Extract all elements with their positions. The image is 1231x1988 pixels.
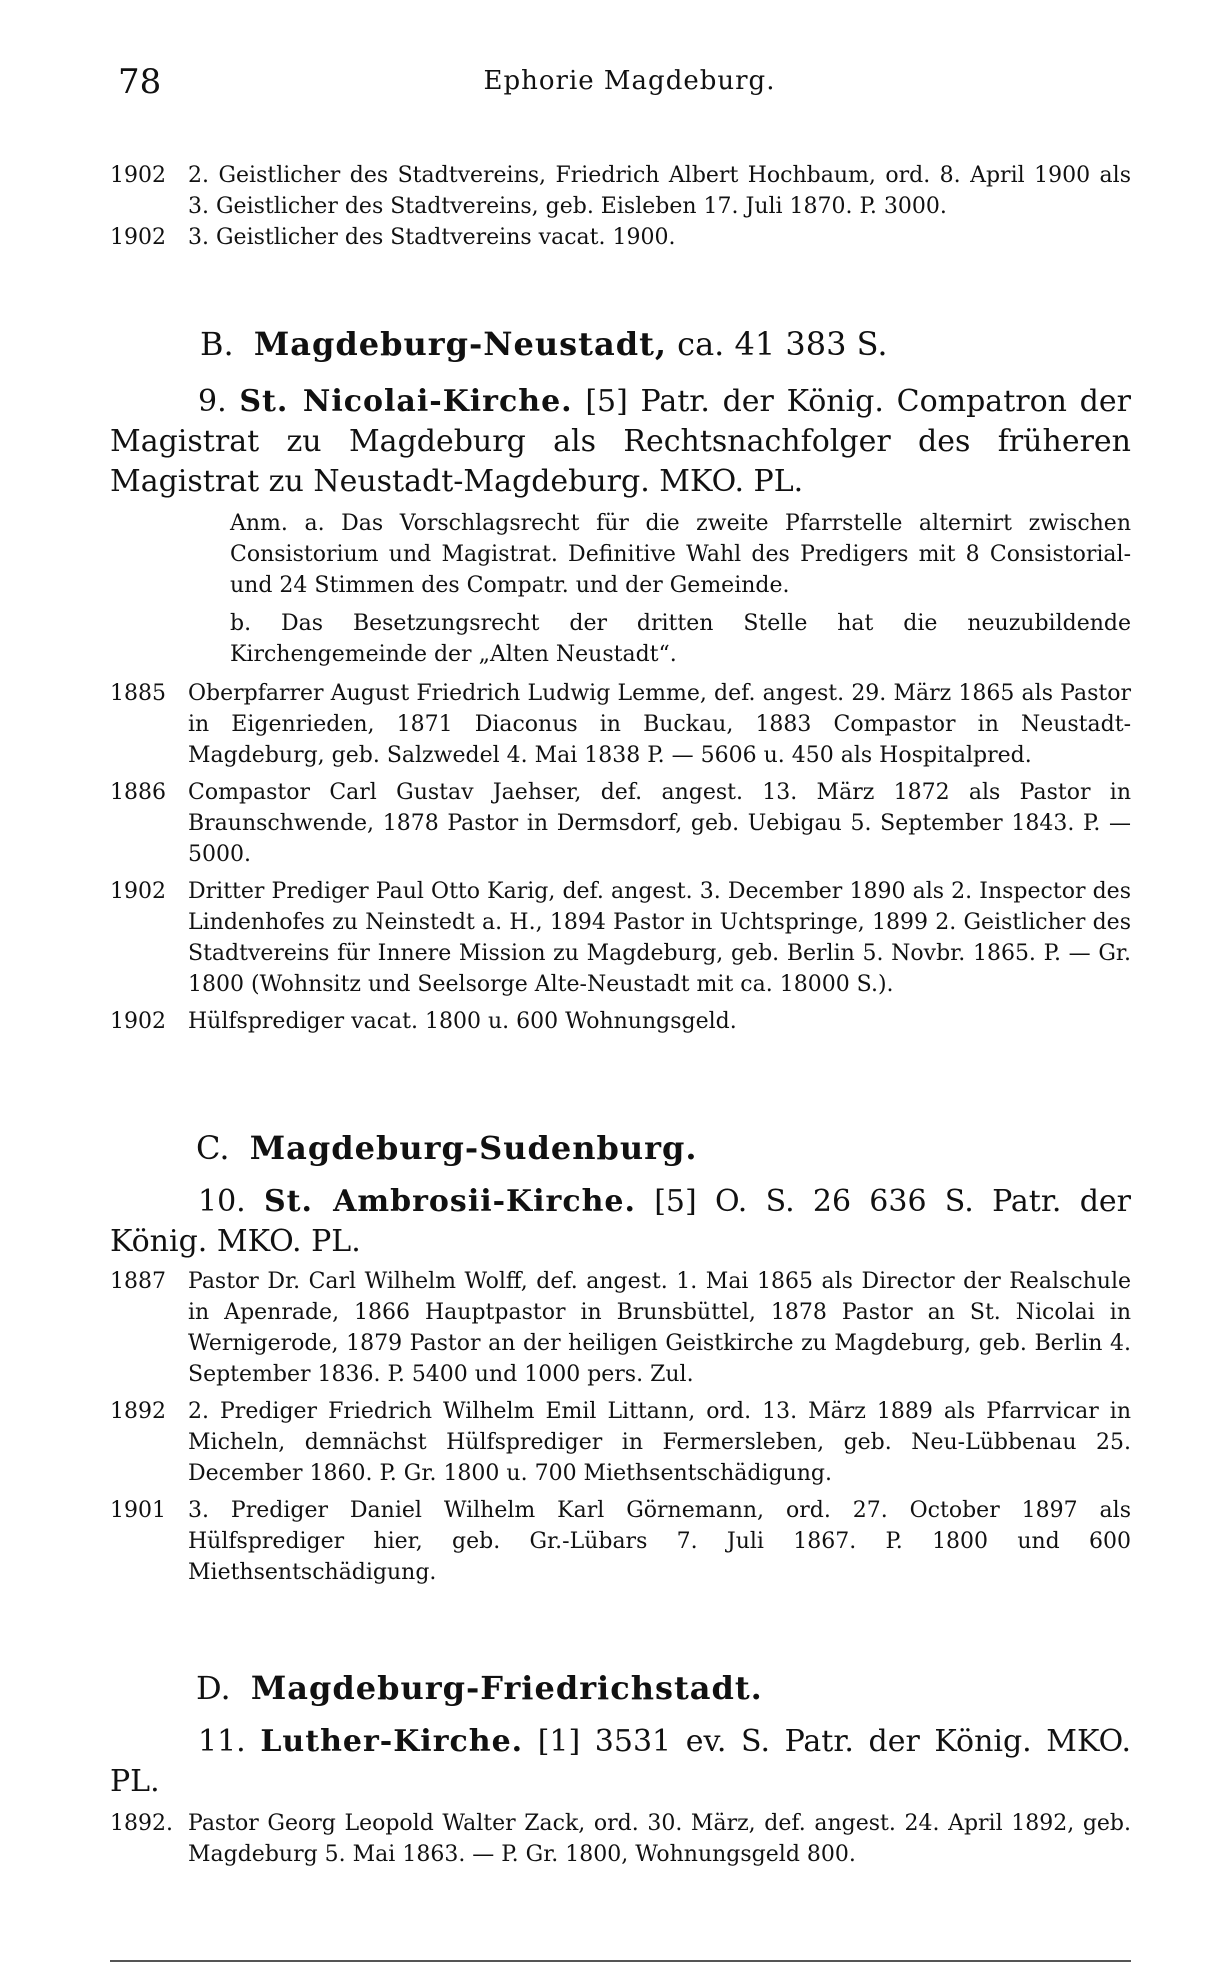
list-item <box>110 777 1131 870</box>
list-item <box>110 1495 1131 1588</box>
page-header <box>118 62 1141 102</box>
section-heading-b <box>200 324 1131 364</box>
church-name: Luther-Kirche. <box>260 1724 524 1759</box>
note-b <box>110 608 1131 670</box>
list-item <box>110 1396 1131 1489</box>
list-item <box>110 876 1131 1000</box>
entry-text: Dritter Prediger Paul Otto Karig, def. angest. 3. December 1890 als 2. Inspector des Lindenhofes zu Neinstedt a. H., 1894 Pastor in Uchtspringe, 1899 2. Geistlicher des Stadtvereins für Innere Mission zu Magdeburg, geb. Berlin 5. Novbr. 1865. P. — Gr. 1800 (Wohnsitz und Seelsorge Alte-Neustadt mit ca. 18000 S.). <box>188 879 1131 997</box>
church-name: St. Ambrosii-Kirche. <box>263 1184 636 1219</box>
note-a <box>110 508 1131 601</box>
list-item <box>110 678 1131 771</box>
entry-text: 3. Prediger Daniel Wilhelm Karl Görnemann, ord. 27. October 1897 als Hülfsprediger hier, geb. Gr.-Lübars 7. Juli 1867. P. 1800 und 600 Miethsentschädigung. <box>188 1498 1131 1585</box>
entries-church-11 <box>110 1808 1131 1870</box>
church-details: [1] 3531 ev. S. Patr. der König. MKO. PL. <box>110 1724 1131 1799</box>
entry-year: 1887 <box>110 1269 166 1294</box>
entry-year: 1902 <box>110 879 166 904</box>
entries-church-9 <box>110 678 1131 1037</box>
list-item <box>110 1266 1131 1390</box>
section-letter: C. <box>196 1129 230 1167</box>
note-text: Anm. a. Das Vorschlagsrecht für die zweite Pfarrstelle alternirt zwischen Consistorium und Magistrat. Definitive Wahl des Predigers mit 8 Consistorial- und 24 Stimmen des Compatr. und der Gemeinde. <box>230 511 1131 598</box>
top-entries <box>110 160 1131 253</box>
bottom-rule <box>110 1960 1131 1962</box>
entry-year: 1892 <box>110 1399 166 1424</box>
church-details: [5] O. S. 26 636 S. Patr. der König. MKO. PL. <box>110 1184 1131 1259</box>
entry-year: 1902 <box>110 225 166 250</box>
church-heading-9 <box>110 382 1131 502</box>
entry-text: Pastor Dr. Carl Wilhelm Wolff, def. angest. 1. Mai 1865 als Director der Realschule in Apenrade, 1866 Hauptpastor in Brunsbüttel, 1878 Pastor an St. Nicolai in Wernigerode, 1879 Pastor an der heiligen Geistkirche zu Magdeburg, geb. Berlin 4. September 1836. P. 5400 und 1000 pers. Zul. <box>188 1269 1131 1387</box>
section-letter: D. <box>196 1669 231 1707</box>
section-population: ca. 41 383 S. <box>677 325 888 363</box>
section-title: Magdeburg-Friedrichstadt. <box>250 1669 763 1707</box>
church-number: 11. <box>198 1724 246 1759</box>
church-heading-10 <box>110 1182 1131 1262</box>
entry-text: Hülfsprediger vacat. 1800 u. 600 Wohnungsgeld. <box>188 1009 737 1034</box>
church-number: 9. <box>198 384 227 419</box>
entry-year: 1902 <box>110 163 166 188</box>
note-text: b. Das Besetzungsrecht der dritten Stelle hat die neuzubildende Kirchengemeinde der „Alten Neustadt“. <box>230 611 1131 667</box>
entry-text: 3. Geistlicher des Stadtvereins vacat. 1900. <box>188 225 676 250</box>
section-heading-c <box>196 1128 1131 1168</box>
list-item <box>110 222 1131 253</box>
running-title: Ephorie Magdeburg. <box>483 66 776 96</box>
entry-text: 2. Geistlicher des Stadtvereins, Friedrich Albert Hochbaum, ord. 8. April 1900 als 3. Geistlicher des Stadtvereins, geb. Eisleben 17. Juli 1870. P. 3000. <box>188 163 1131 219</box>
entry-year: 1901 <box>110 1498 166 1523</box>
section-title: Magdeburg-Neustadt, <box>253 325 667 363</box>
list-item <box>110 160 1131 222</box>
entry-text: Oberpfarrer August Friedrich Ludwig Lemme, def. angest. 29. März 1865 als Pastor in Eigenrieden, 1871 Diaconus in Buckau, 1883 Compastor in Neustadt-Magdeburg, geb. Salzwedel 4. Mai 1838 P. — 5606 u. 450 als Hospitalpred. <box>188 681 1131 768</box>
entry-year: 1902 <box>110 1009 166 1034</box>
page-number: 78 <box>118 62 162 102</box>
church-number: 10. <box>198 1184 246 1219</box>
entry-year: 1886 <box>110 780 166 805</box>
section-heading-d <box>196 1668 1131 1708</box>
list-item <box>110 1808 1131 1870</box>
section-title: Magdeburg-Sudenburg. <box>249 1129 698 1167</box>
church-heading-11 <box>110 1722 1131 1802</box>
section-letter: B. <box>200 325 234 363</box>
entries-church-10 <box>110 1266 1131 1588</box>
entry-text: 2. Prediger Friedrich Wilhelm Emil Littann, ord. 13. März 1889 als Pfarrvicar in Micheln, demnächst Hülfsprediger in Fermersleben, geb. Neu-Lübbenau 25. December 1860. P. Gr. 1800 u. 700 Miethsentschädigung. <box>188 1399 1131 1486</box>
entry-text: Compastor Carl Gustav Jaehser, def. angest. 13. März 1872 als Pastor in Braunschwende, 1878 Pastor in Dermsdorf, geb. Uebigau 5. September 1843. P. — 5000. <box>188 780 1131 867</box>
church-details: [5] Patr. der König. Compatron der Magistrat zu Magdeburg als Rechtsnachfolger des früheren Magistrat zu Neustadt-Magdeburg. MKO. PL. <box>110 384 1131 499</box>
entry-year: 1885 <box>110 681 166 706</box>
church-name: St. Nicolai-Kirche. <box>239 384 573 419</box>
entry-text: Pastor Georg Leopold Walter Zack, ord. 30. März, def. angest. 24. April 1892, geb. Magdeburg 5. Mai 1863. — P. Gr. 1800, Wohnungsgeld 800. <box>188 1811 1131 1867</box>
list-item <box>110 1006 1131 1037</box>
entry-year: 1892. <box>110 1811 173 1836</box>
